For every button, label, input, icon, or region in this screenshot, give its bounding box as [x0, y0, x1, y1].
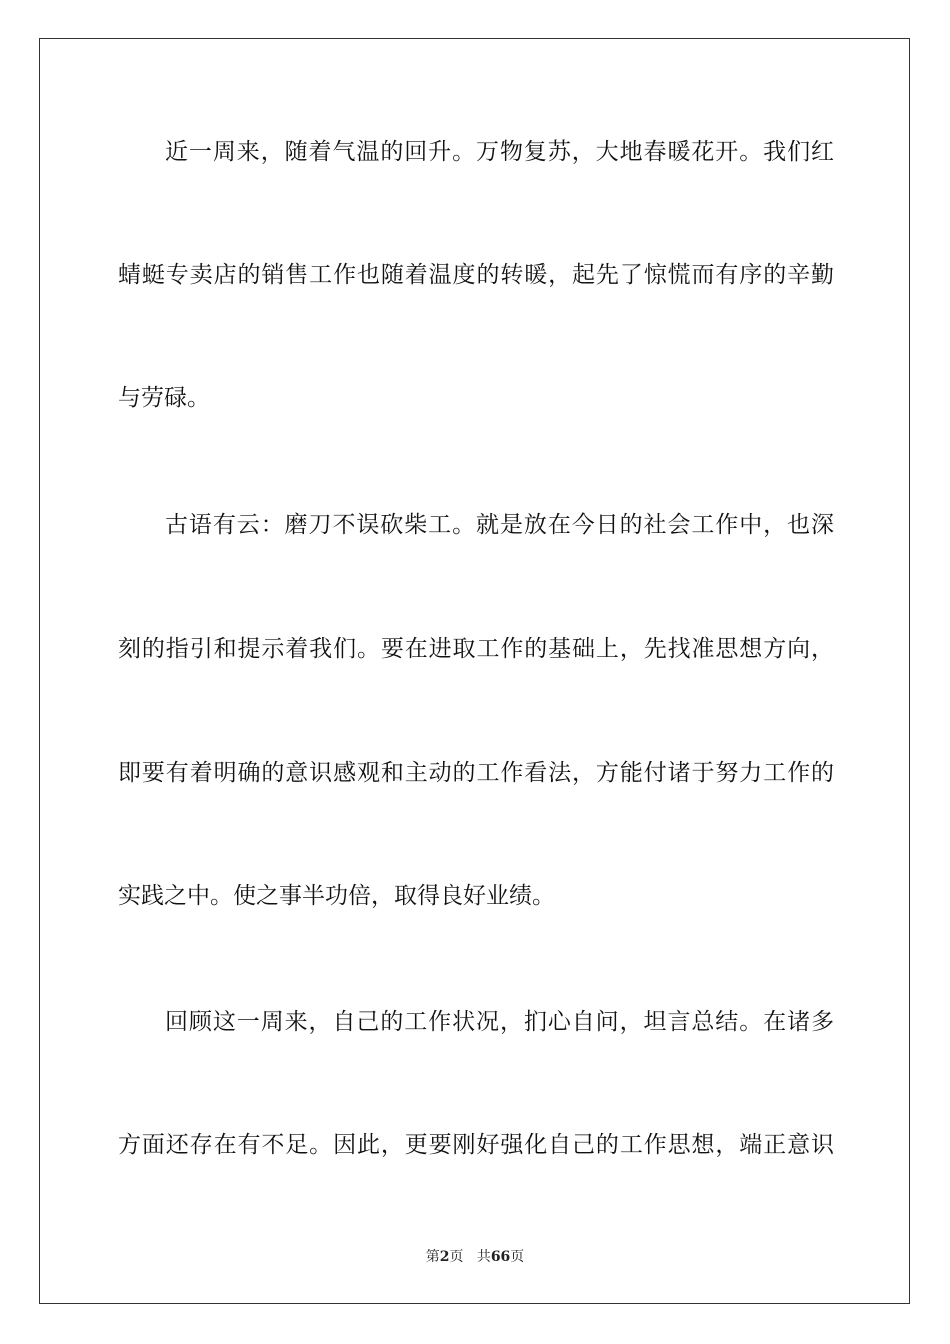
footer-total-pages: 66 — [490, 1249, 511, 1265]
footer-page-number: 2 — [439, 1249, 450, 1265]
page-footer — [0, 1246, 950, 1266]
paragraph-1-line-1: 近一周来，随着气温的回升。万物复苏，大地春暖花开。我们红 — [165, 139, 834, 165]
paragraph-2-line-1: 古语有云：磨刀不误砍柴工。就是放在今日的社会工作中，也深 — [165, 512, 834, 538]
footer-total-prefix: 共 — [476, 1249, 491, 1265]
page-border — [39, 38, 910, 1304]
footer-page-suffix: 页 — [449, 1249, 464, 1265]
paragraph-3-line-2: 方面还存在有不足。因此，更要刚好强化自己的工作思想，端正意识 — [118, 1132, 834, 1158]
paragraph-1-line-3: 与劳碌。 — [118, 385, 210, 411]
footer-total-suffix: 页 — [510, 1249, 525, 1265]
paragraph-1-line-2: 蜻蜓专卖店的销售工作也随着温度的转暖，起先了惊慌而有序的辛勤 — [118, 262, 834, 288]
paragraph-2-line-2: 刻的指引和提示着我们。要在进取工作的基础上，先找准思想方向， — [118, 636, 834, 662]
paragraph-3-line-1: 回顾这一周来，自己的工作状况，扪心自问，坦言总结。在诸多 — [165, 1009, 834, 1035]
paragraph-2-line-4: 实践之中。使之事半功倍，取得良好业绩。 — [118, 883, 555, 909]
footer-page-prefix: 第 — [425, 1249, 440, 1265]
paragraph-2-line-3: 即要有着明确的意识感观和主动的工作看法，方能付诸于努力工作的 — [118, 760, 834, 786]
